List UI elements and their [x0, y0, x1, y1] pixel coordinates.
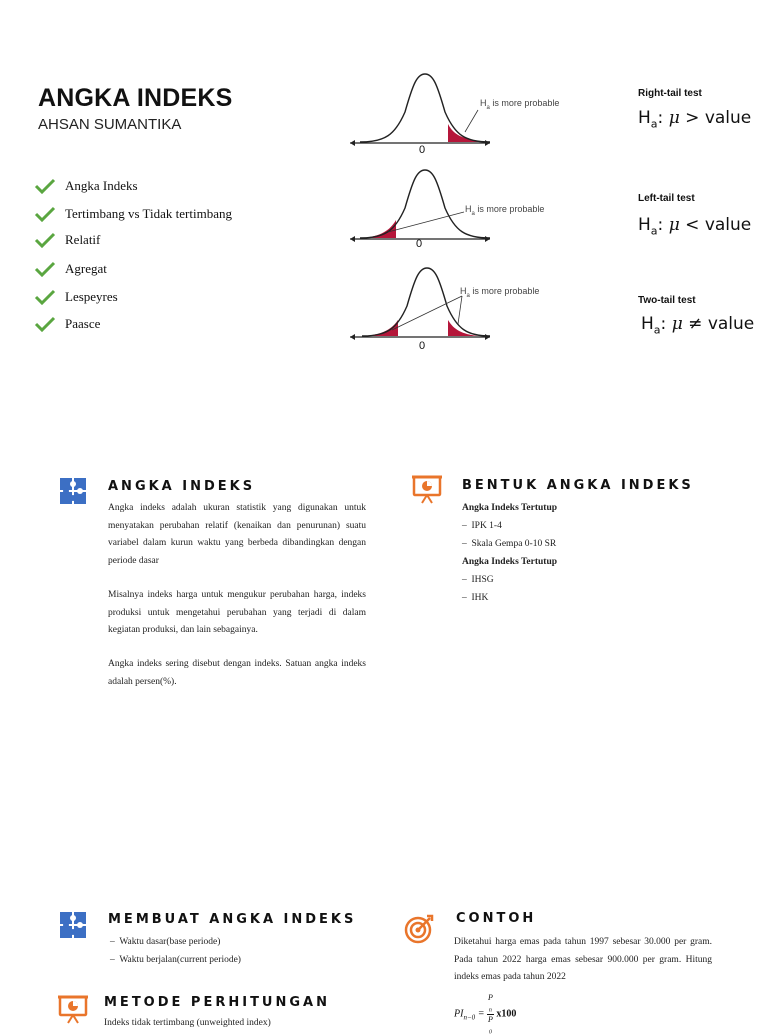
test-expression: $H_a$: μ < value — [638, 215, 752, 238]
checkmark-icon — [34, 206, 56, 222]
checklist-item — [34, 287, 118, 307]
example-paragraph: Misalnya indeks harga untuk mengukur perubahan harga, indeks produksi untuk mengetahui perubahan yang terjadi di dalam kegiatan produksi, dan lain sebagainya. — [108, 590, 366, 635]
author-name: AHSAN SUMANTIKA — [38, 116, 182, 133]
page-title: ANGKA INDEKS — [38, 84, 233, 112]
section-title-contoh: CONTOH — [456, 911, 537, 926]
definition-paragraph: Angka indeks adalah ukuran statistik yang digunakan untuk menyatakan perubahan relatif (kenaikan dan penurunan) suatu variabel dalam kurun waktu yang berbeda dibandingkan dengan periode dasar — [108, 503, 366, 566]
contoh-paragraph: Diketahui harga emas pada tahun 1997 sebesar 30.000 per gram. Pada tahun 2022 harga emas sebesar 900.000 per gram. Hitung indeks emas pada tahun 2022 — [454, 937, 712, 982]
annotation-label: $H_a$ is more probable — [480, 98, 560, 111]
test-expression: $H_a$: μ > value — [638, 108, 752, 131]
axis-zero-label: 0 — [416, 238, 423, 250]
two-tail-figure — [350, 268, 540, 353]
checklist-item-label: Relatif — [65, 232, 101, 247]
checklist-item-label: Agregat — [65, 261, 107, 276]
section-title-metode: METODE PERHITUNGAN — [104, 995, 330, 1010]
annotation-label: $H_a$ is more probable — [460, 286, 540, 299]
checklist-item-label: Angka Indeks — [65, 178, 138, 193]
test-name: Left-tail test — [638, 193, 695, 204]
checklist-item — [34, 176, 138, 196]
group-heading: Angka Indeks Tertutup — [462, 557, 558, 567]
checklist-item-label: Tertimbang vs Tidak tertimbang — [65, 206, 232, 221]
test-name: Two-tail test — [638, 295, 696, 306]
checkmark-icon — [34, 289, 56, 305]
test-expression: $H_a$: μ ≠ value — [641, 314, 755, 337]
index-formula: $PI_{n-0}$ = P $_n$ P $_0$ x100 — [454, 993, 517, 1035]
list-item: – IPK 1-4 — [462, 521, 502, 531]
list-item: – Skala Gempa 0-10 SR — [462, 539, 557, 549]
list-item: – Waktu berjalan(current periode) — [110, 955, 241, 965]
target-icon — [404, 914, 434, 944]
checklist-item — [34, 259, 107, 279]
left-tail-figure — [350, 168, 545, 253]
axis-zero-label: 0 — [419, 340, 426, 352]
annotation-label: $H_a$ is more probable — [465, 204, 545, 217]
checklist-item-label: Paasce — [65, 316, 101, 331]
checklist-item-label: Lespeyres — [65, 289, 118, 304]
puzzle-icon — [58, 910, 88, 940]
checkmark-icon — [34, 232, 56, 248]
puzzle-icon — [58, 476, 88, 506]
presentation-chart-icon — [58, 994, 88, 1024]
section-title-bentuk: BENTUK ANGKA INDEKS — [462, 478, 694, 493]
section-title-angka-indeks: ANGKA INDEKS — [108, 479, 256, 494]
group-heading: Angka Indeks Tertutup — [462, 503, 558, 513]
checkmark-icon — [34, 261, 56, 277]
checklist-item — [34, 314, 100, 334]
axis-zero-label: 0 — [419, 144, 426, 156]
list-item: – IHSG — [462, 575, 494, 585]
checkmark-icon — [34, 316, 56, 332]
list-item: – IHK — [462, 593, 489, 603]
test-name: Right-tail test — [638, 88, 702, 99]
metode-text: Indeks tidak tertimbang (unweighted index) — [104, 1018, 271, 1028]
checklist-item — [34, 230, 100, 250]
membuat-list — [110, 933, 370, 969]
section-title-membuat: MEMBUAT ANGKA INDEKS — [108, 912, 357, 927]
bentuk-list — [462, 499, 722, 607]
formula-fraction: P $_n$ P $_0$ — [487, 993, 493, 1035]
presentation-chart-icon — [412, 474, 442, 504]
checkmark-icon — [34, 178, 56, 194]
list-item: – Waktu dasar(base periode) — [110, 937, 221, 947]
checklist-item — [34, 204, 232, 224]
unit-paragraph: Angka indeks sering disebut dengan indeks. Satuan angka indeks adalah persen(%). — [108, 659, 366, 687]
right-tail-figure — [350, 72, 560, 157]
